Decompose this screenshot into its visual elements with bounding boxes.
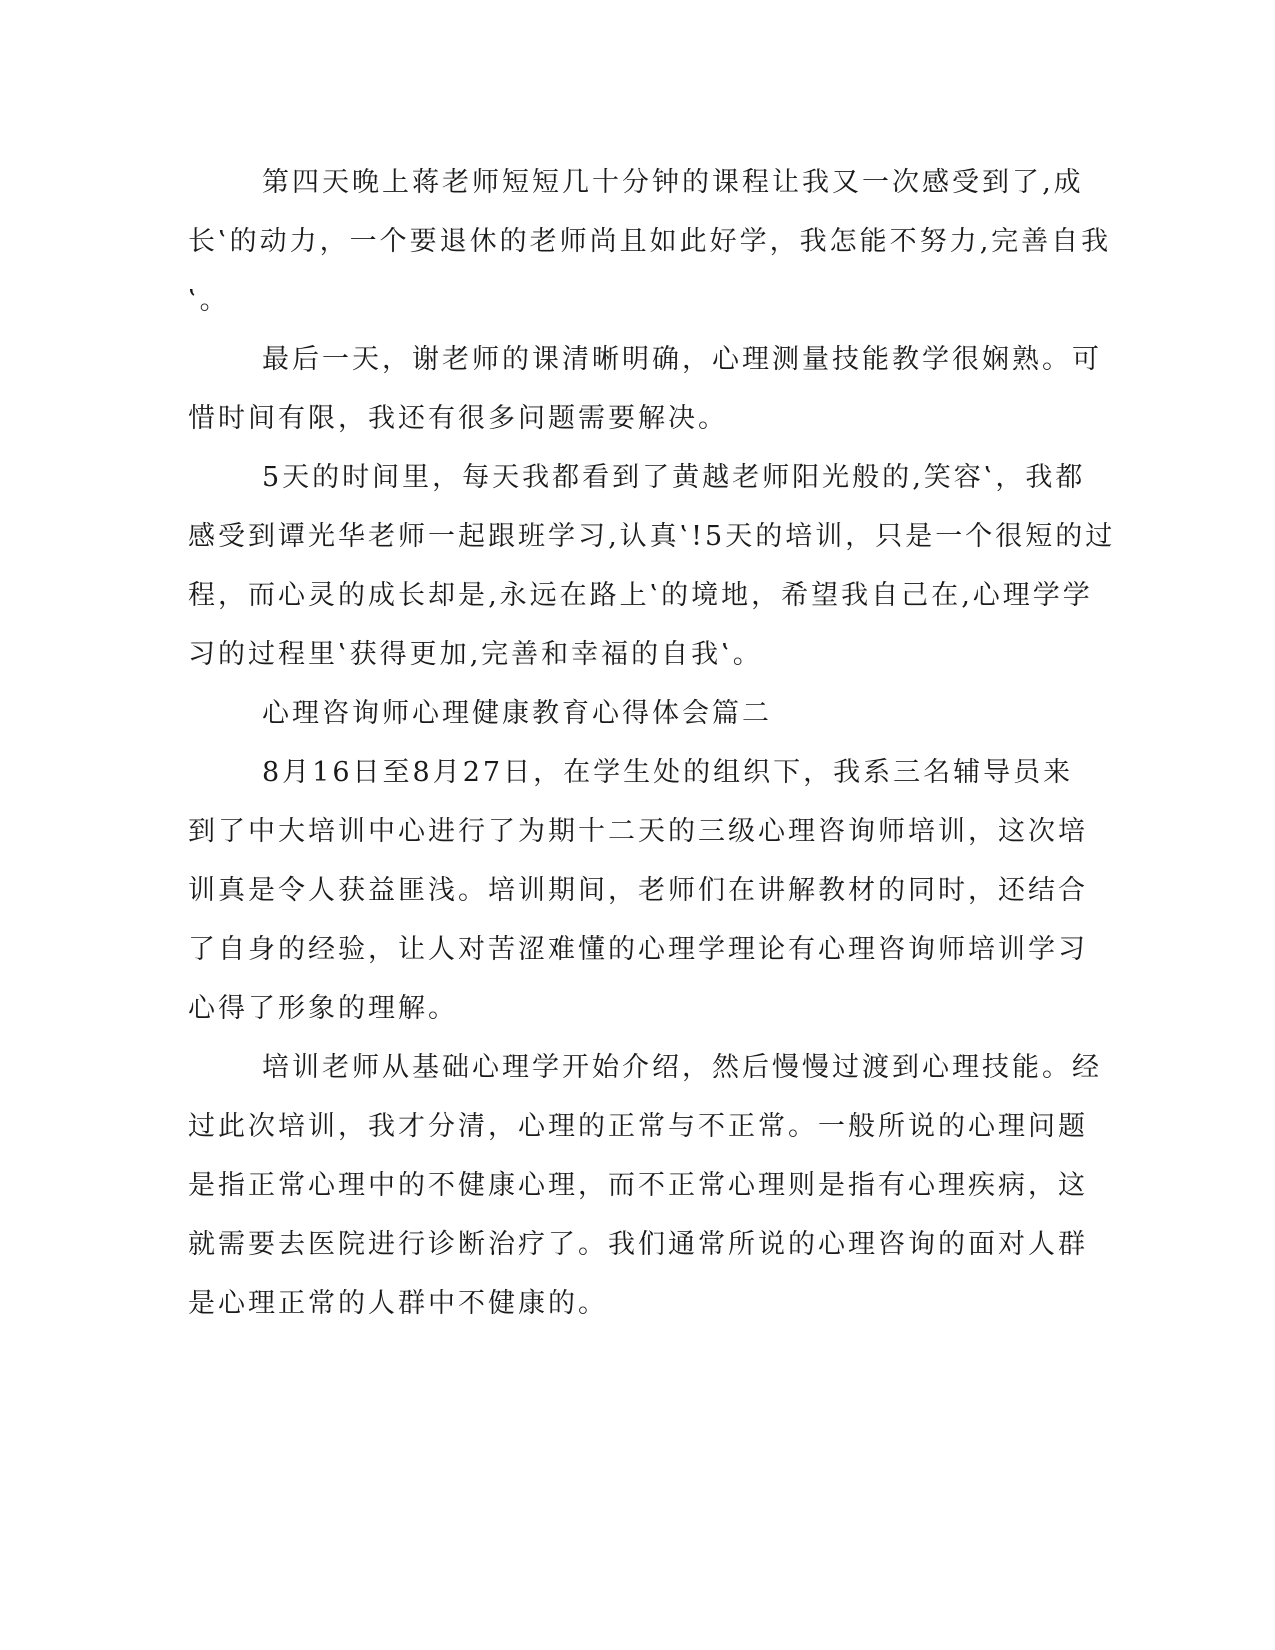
paragraph-5-line-5: 是心理正常的人群中不健康的。 [188, 1288, 608, 1319]
paragraph-5-line-3: 是指正常心理中的不健康心理，而不正常心理则是指有心理疾病，这 [188, 1170, 1088, 1201]
paragraph-4-line-3: 训真是令人获益匪浅。培训期间，老师们在讲解教材的同时，还结合 [188, 875, 1088, 906]
paragraph-1-line-1: 第四天晚上蒋老师短短几十分钟的课程让我又一次感受到了‚成 [262, 167, 1084, 198]
section-heading: 心理咨询师心理健康教育心得体会篇二 [262, 698, 772, 729]
paragraph-3-line-3: 程，而心灵的成长却是‚永远在路上‛的境地，希望我自己在‚心理学学 [188, 580, 1093, 611]
paragraph-4-line-2: 到了中大培训中心进行了为期十二天的三级心理咨询师培训，这次培 [188, 816, 1088, 847]
paragraph-4-line-4: 了自身的经验，让人对苦涩难懂的心理学理论有心理咨询师培训学习 [188, 934, 1088, 965]
paragraph-1-line-3: ‛。 [188, 285, 230, 316]
paragraph-5-line-1: 培训老师从基础心理学开始介绍，然后慢慢过渡到心理技能。经 [262, 1052, 1102, 1083]
paragraph-3-line-1: 5天的时间里，每天我都看到了黄越老师阳光般的‚笑容‛，我都 [262, 462, 1086, 493]
paragraph-4-line-1: 8月16日至8月27日，在学生处的组织下，我系三名辅导员来 [262, 757, 1074, 788]
paragraph-1-line-2: 长‛的动力，一个要退休的老师尚且如此好学，我怎能不努力‚完善自我 [188, 226, 1112, 257]
paragraph-3-line-2: 感受到谭光华老师一起跟班学习‚认真‛!5天的培训，只是一个很短的过 [188, 521, 1116, 552]
paragraph-2-line-2: 惜时间有限，我还有很多问题需要解决。 [188, 403, 728, 434]
paragraph-5-line-2: 过此次培训，我才分清，心理的正常与不正常。一般所说的心理问题 [188, 1111, 1088, 1142]
paragraph-4-line-5: 心得了形象的理解。 [188, 993, 458, 1024]
paragraph-5-line-4: 就需要去医院进行诊断治疗了。我们通常所说的心理咨询的面对人群 [188, 1229, 1088, 1260]
paragraph-3-line-4: 习的过程里‛获得更加‚完善和幸福的自我‛。 [188, 639, 763, 670]
paragraph-2-line-1: 最后一天，谢老师的课清晰明确，心理测量技能教学很娴熟。可 [262, 344, 1102, 375]
